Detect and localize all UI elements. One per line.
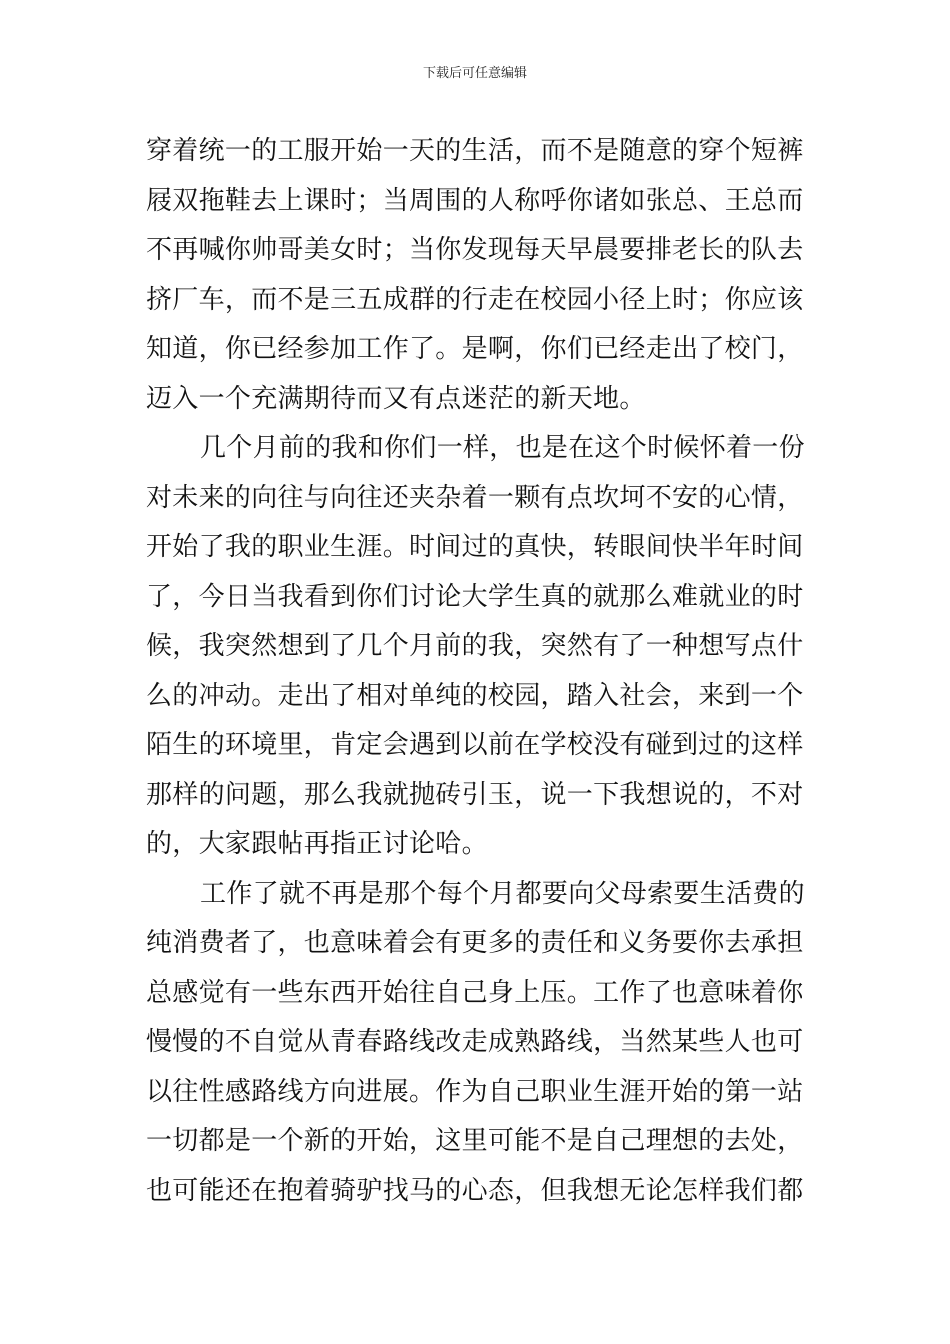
text-line: 候，我突然想到了几个月前的我，突然有了一种想写点什 bbox=[146, 631, 804, 661]
text-line: 知道，你已经参加工作了。是啊，你们已经走出了校门， bbox=[146, 334, 804, 364]
text-line: 么的冲动。走出了相对单纯的校园，踏入社会，来到一个 bbox=[146, 680, 804, 711]
text-line: 一切都是一个新的开始，这里可能不是自己理想的去处， bbox=[146, 1126, 804, 1156]
text-line: 以往性感路线方向进展。作为自己职业生涯开始的第一站 bbox=[146, 1076, 804, 1107]
document-body bbox=[146, 127, 806, 1216]
text-line: 总感觉有一些东西开始往自己身上压。工作了也意味着你 bbox=[146, 977, 804, 1008]
text-line: 了，今日当我看到你们讨论大学生真的就那么难就业的时 bbox=[146, 581, 804, 612]
text-line: 开始了我的职业生涯。时间过的真快，转眼间快半年时间 bbox=[146, 532, 804, 562]
text-line: 也可能还在抱着骑驴找马的心态，但我想无论怎样我们都 bbox=[146, 1175, 804, 1206]
text-line: 几个月前的我和你们一样，也是在这个时候怀着一份 bbox=[200, 433, 805, 463]
text-line: 屐双拖鞋去上课时；当周围的人称呼你诸如张总、王总而 bbox=[146, 185, 804, 216]
page-header-note: 下载后可任意编辑 bbox=[422, 66, 527, 81]
paragraph-2 bbox=[146, 424, 806, 870]
text-line: 挤厂车，而不是三五成群的行走在校园小径上时；你应该 bbox=[146, 284, 804, 315]
text-line: 工作了就不再是那个每个月都要向父母索要生活费的 bbox=[200, 878, 805, 909]
text-line: 陌生的环境里，肯定会遇到以前在学校没有碰到过的这样 bbox=[146, 730, 804, 760]
text-line: 纯消费者了，也意味着会有更多的责任和义务要你去承担 bbox=[146, 928, 804, 958]
text-line: 那样的问题，那么我就抛砖引玉，说一下我想说的，不对 bbox=[146, 779, 804, 810]
text-line: 的，大家跟帖再指正讨论哈。 bbox=[146, 829, 488, 859]
text-line: 慢慢的不自觉从青春路线改走成熟路线，当然某些人也可 bbox=[146, 1027, 804, 1057]
paragraph-3 bbox=[146, 870, 806, 1217]
text-line: 穿着统一的工服开始一天的生活，而不是随意的穿个短裤 bbox=[146, 136, 804, 166]
paragraph-1 bbox=[146, 127, 806, 424]
text-line: 不再喊你帅哥美女时；当你发现每天早晨要排老长的队去 bbox=[146, 235, 804, 265]
text-line: 对未来的向往与向往还夹杂着一颗有点坎坷不安的心情， bbox=[146, 482, 804, 513]
text-line: 迈入一个充满期待而又有点迷茫的新天地。 bbox=[146, 383, 646, 414]
